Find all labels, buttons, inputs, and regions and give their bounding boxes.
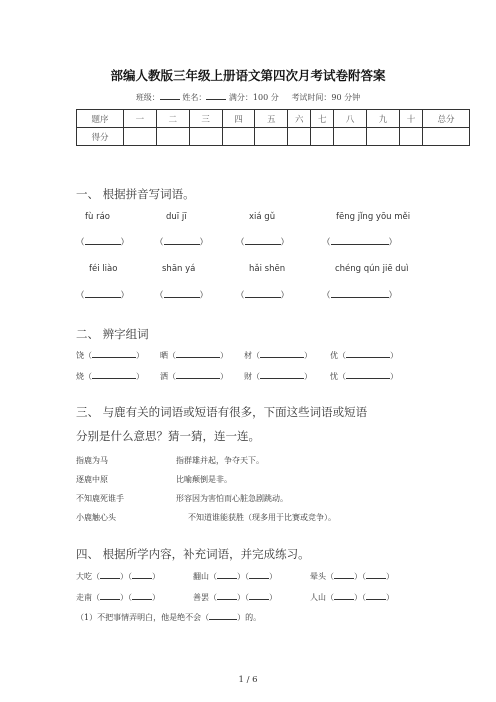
score-header-cell: 八: [334, 110, 367, 128]
answer-blank[interactable]: （ ）: [76, 291, 130, 301]
idiom-left: 逐鹿中原: [76, 475, 108, 484]
full-score: 满分：100 分: [228, 93, 279, 102]
fill-word[interactable]: 人山（ ）（ ）: [310, 593, 394, 602]
question-1: （1）不把事情弄明白，他是绝不会（ ）的。: [76, 613, 262, 622]
char-blank[interactable]: 饶（ ）: [76, 351, 144, 360]
meaning-right: 指群雄并起，争夺天下。: [176, 456, 264, 465]
section3-heading-line1: 三、 与鹿有关的词语或短语有很多，下面这些词语或短语: [76, 405, 368, 419]
score-header-cell: 六: [288, 110, 311, 128]
score-table-score-row: [77, 128, 470, 146]
score-cell[interactable]: [189, 128, 222, 146]
score-cell[interactable]: [400, 128, 423, 146]
answer-blank[interactable]: （ ）: [322, 291, 398, 301]
score-header-cell: 七: [311, 110, 334, 128]
score-cell[interactable]: [156, 128, 189, 146]
answer-blank[interactable]: （ ）: [236, 238, 290, 248]
char-blank[interactable]: 洒（ ）: [160, 372, 228, 381]
char-blank[interactable]: 优（ ）: [330, 351, 398, 360]
score-cell[interactable]: [288, 128, 311, 146]
exam-info: [0, 91, 496, 103]
score-header-cell: 五: [255, 110, 288, 128]
char-blank[interactable]: 烧（ ）: [76, 372, 144, 381]
answer-blank[interactable]: （ ）: [236, 291, 290, 301]
pinyin-label: duī jī: [166, 212, 187, 222]
char-blank[interactable]: 晒（ ）: [160, 351, 228, 360]
fill-word[interactable]: 翻山（ ）（ ）: [193, 572, 277, 581]
score-cell[interactable]: [367, 128, 400, 146]
exam-time: 考试时间：90 分钟: [291, 93, 361, 102]
page-number: 1 / 6: [238, 675, 258, 685]
score-cell[interactable]: [124, 128, 157, 146]
score-header-cell: 题序: [77, 110, 124, 128]
pinyin-label: féi liào: [89, 264, 118, 274]
class-label: 班级：: [135, 93, 160, 102]
score-header-cell: 二: [156, 110, 189, 128]
page-title: 部编人教版三年级上册语文第四次月考试卷附答案: [110, 68, 386, 83]
score-cell[interactable]: [334, 128, 367, 146]
idiom-left: 指鹿为马: [76, 456, 108, 465]
idiom-left: 小鹿触心头: [76, 513, 116, 522]
answer-blank[interactable]: （ ）: [155, 238, 209, 248]
idiom-left: 不知鹿死谁手: [76, 494, 124, 503]
char-blank[interactable]: 材（ ）: [244, 351, 312, 360]
fill-word[interactable]: 善罢（ ）（ ）: [193, 593, 277, 602]
score-header-cell: 总分: [423, 110, 470, 128]
score-header-cell: 四: [222, 110, 255, 128]
class-blank: [160, 91, 180, 100]
char-blank[interactable]: 财（ ）: [244, 372, 312, 381]
pinyin-label: xiá gǔ: [249, 212, 276, 222]
pinyin-label: chéng qún jiē duì: [335, 264, 409, 274]
score-header-cell: 十: [400, 110, 423, 128]
fill-word[interactable]: 大吃（ ）（ ）: [76, 572, 160, 581]
score-header-cell: 一: [124, 110, 157, 128]
score-cell[interactable]: [423, 128, 470, 146]
section4-heading: 四、 根据所学内容，补充词语，并完成练习。: [76, 547, 310, 561]
pinyin-label: fù ráo: [85, 212, 110, 222]
score-header-cell: 九: [367, 110, 400, 128]
answer-blank[interactable]: （ ）: [155, 291, 209, 301]
char-blank[interactable]: 忧（ ）: [330, 372, 398, 381]
score-header-cell: 三: [189, 110, 222, 128]
fill-word[interactable]: 晕头（ ）（ ）: [310, 572, 394, 581]
meaning-right: 形容因为害怕而心脏急剧跳动。: [176, 494, 288, 503]
section1-heading: 一、 根据拼音写词语。: [76, 187, 195, 201]
score-cell[interactable]: [222, 128, 255, 146]
score-table-header-row: [77, 110, 470, 128]
answer-blank[interactable]: （ ）: [76, 238, 130, 248]
name-blank: [206, 91, 226, 100]
name-label: 姓名：: [182, 93, 207, 102]
fill-word[interactable]: 走南（ ）（ ）: [76, 593, 160, 602]
score-row-label: 得分: [77, 128, 124, 146]
question-1-blank[interactable]: [209, 612, 237, 620]
section3-heading-line2: 分别是什么意思？猜一猜，连一连。: [76, 429, 260, 443]
score-cell[interactable]: [255, 128, 288, 146]
meaning-right: 不知道谁能获胜（现多用于比赛或竞争）。: [188, 513, 336, 522]
pinyin-label: hǎi shēn: [249, 264, 286, 274]
meaning-right: 比喻颠倒是非。: [176, 475, 232, 484]
section2-heading: 二、 辨字组词: [76, 327, 149, 341]
pinyin-label: shān yá: [162, 264, 196, 274]
answer-blank[interactable]: （ ）: [322, 238, 398, 248]
pinyin-label: fēng jǐng yōu měi: [336, 212, 411, 222]
score-cell[interactable]: [311, 128, 334, 146]
score-table: [76, 109, 470, 146]
